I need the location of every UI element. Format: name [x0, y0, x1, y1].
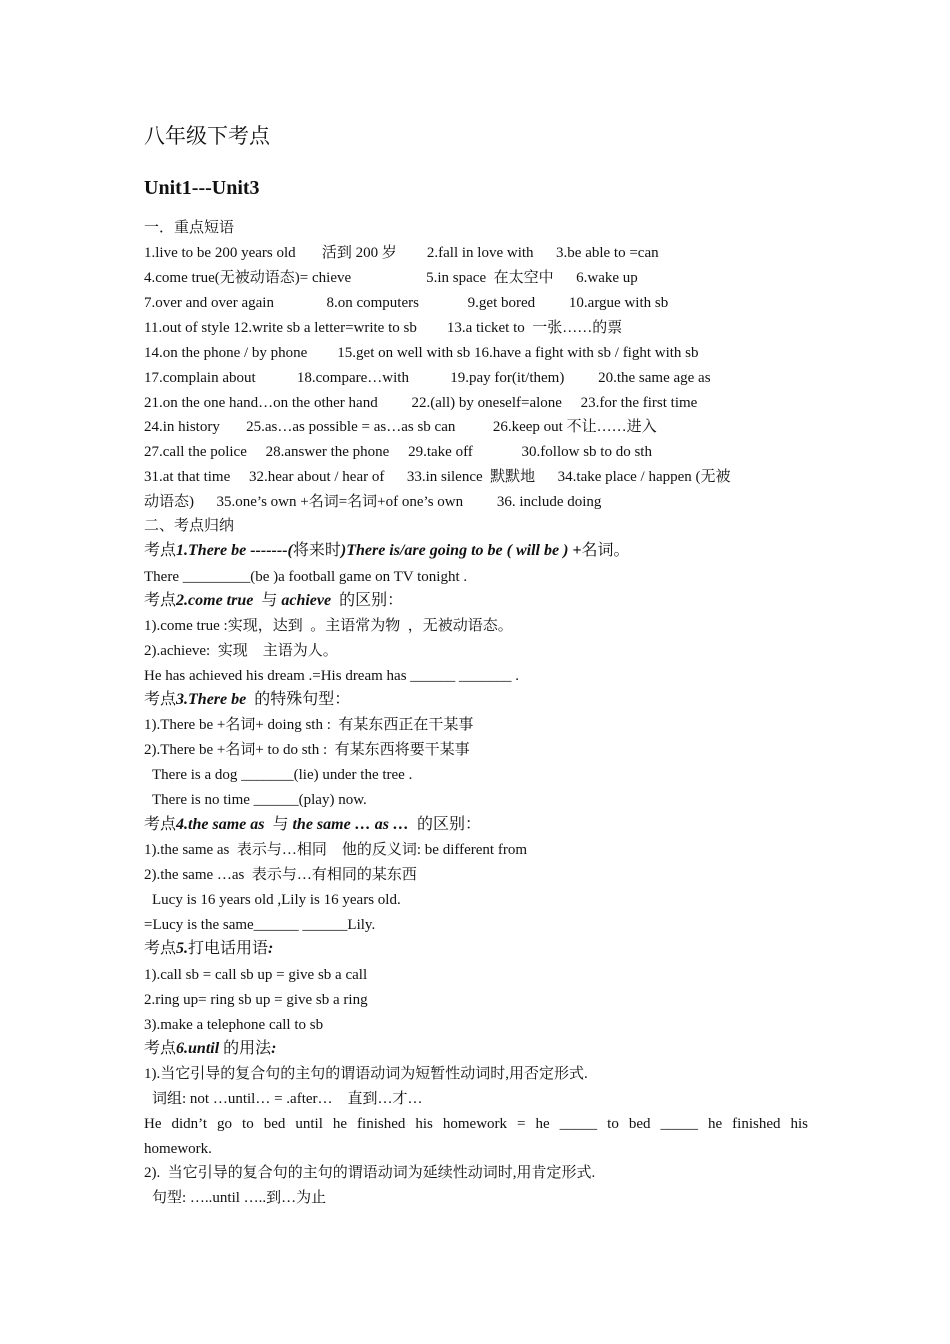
phrase-line: 动语态) 35.one’s own +名词=名词+of one’s own 36. include doing	[144, 494, 602, 510]
key-point-2-heading: 考点2.come true 与 achieve 的区别：	[144, 592, 404, 609]
phrase-line: 4.come true(无被动语态)= chieve 5.in space 在太空中 6.wake up	[144, 270, 638, 286]
explanation-line: 3).make a telephone call to sb	[144, 1017, 324, 1033]
phrase-line: 21.on the one hand…on the other hand 22.(all) by oneself=alone 23.for the first time	[144, 395, 698, 411]
phrase-line: 14.on the phone / by phone 15.get on well with sb 16.have a fight with sb / fight with sb	[144, 345, 699, 361]
phrase-line: 17.complain about 18.compare…with 19.pay for(it/them) 20.the same age as	[144, 370, 711, 386]
phrase-line: 7.over and over again 8.on computers 9.get bored 10.argue with sb	[144, 295, 669, 311]
key-point-6-heading: 考点6.until 的用法:	[144, 1040, 277, 1057]
explanation-line: 1).当它引导的复合句的主句的谓语动词为短暂性动词时,用否定形式.	[144, 1066, 588, 1082]
phrase-line: 1.live to be 200 years old 活到 200 岁 2.fall in love with 3.be able to =can	[144, 245, 659, 261]
explanation-line: 2). 当它引导的复合句的主句的谓语动词为延续性动词时,用肯定形式.	[144, 1165, 596, 1181]
explanation-line: 句型: …..until …..到…为止	[152, 1190, 327, 1206]
explanation-line: 1).come true :实现，达到 。主语常为物 ，无被动语态。	[144, 618, 513, 634]
explanation-line: 2).the same …as 表示与…有相同的某东西	[144, 867, 417, 883]
key-point-1-heading: 考点1.There be -------(将来时)There is/are going to be ( will be ) +名词。	[144, 542, 630, 559]
exercise-line: There _________(be )a football game on TV tonight .	[144, 569, 468, 585]
explanation-line: 1).the same as 表示与…相同 他的反义词: be different from	[144, 842, 527, 858]
explanation-line: 2).There be +名词+ to do sth : 有某东西将要干某事	[144, 742, 470, 758]
section-heading-points: 二、考点归纳	[144, 518, 235, 534]
phrase-line: 24.in history 25.as…as possible = as…as sb can 26.keep out 不让……进入	[144, 419, 657, 435]
exercise-line: homework.	[144, 1141, 212, 1157]
explanation-line: 1).There be +名词+ doing sth : 有某东西正在干某事	[144, 717, 474, 733]
phrase-line: 31.at that time 32.hear about / hear of 33.in silence 默默地 34.take place / happen (无被	[144, 469, 731, 485]
exercise-line: He didn’t go to bed until he finished his homework = he _____ to bed _____ he finished his	[144, 1116, 808, 1132]
section-heading-phrases: 一．重点短语	[144, 220, 235, 236]
exercise-line: =Lucy is the same______ ______Lily.	[144, 917, 376, 933]
phrase-line: 11.out of style 12.write sb a letter=write to sb 13.a ticket to 一张……的票	[144, 320, 623, 336]
phrase-line: 27.call the police 28.answer the phone 29.take off 30.follow sb to do sth	[144, 444, 652, 460]
explanation-line: 2).achieve: 实现 主语为人。	[144, 643, 338, 659]
exercise-line: He has achieved his dream .=His dream has ______ _______ .	[144, 668, 520, 684]
exercise-line: There is no time ______(play) now.	[152, 792, 367, 808]
key-point-4-heading: 考点4.the same as 与 the same … as … 的区别：	[144, 816, 481, 833]
exercise-line: Lucy is 16 years old ,Lily is 16 years old.	[152, 892, 401, 908]
unit-heading: Unit1---Unit3	[144, 177, 260, 199]
page-title: 八年级下考点	[144, 124, 270, 148]
explanation-line: 2.ring up= ring sb up = give sb a ring	[144, 992, 368, 1008]
key-point-5-heading: 考点5.打电话用语:	[144, 940, 274, 957]
explanation-line: 词组: not …until… = .after… 直到…才…	[152, 1091, 423, 1107]
explanation-line: 1).call sb = call sb up = give sb a call	[144, 967, 368, 983]
exercise-line: There is a dog _______(lie) under the tree .	[152, 767, 413, 783]
key-point-3-heading: 考点3.There be 的特殊句型：	[144, 691, 351, 708]
